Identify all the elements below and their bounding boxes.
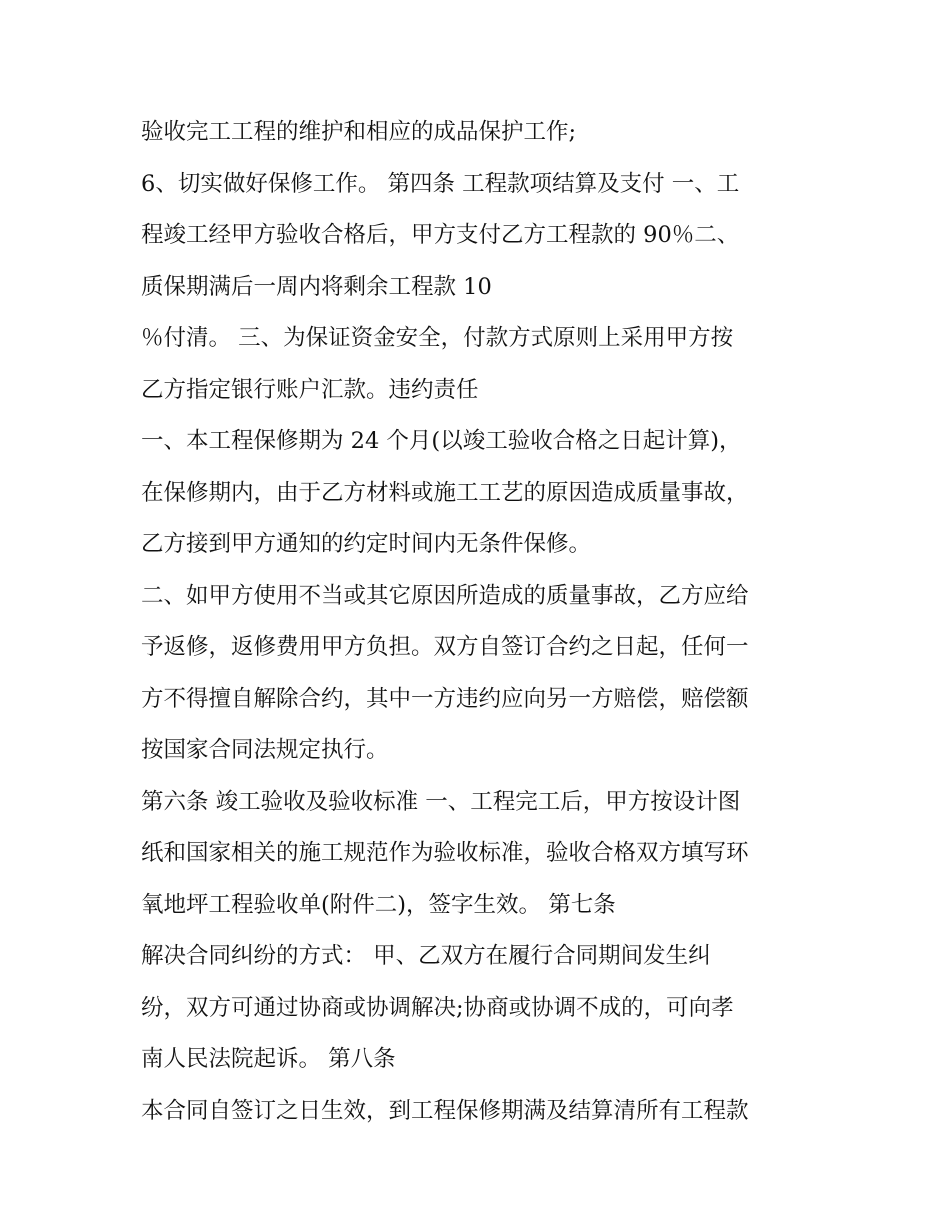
text-line: ％付清。 三、为保证资金安全，付款方式原则上采用甲方按 <box>141 325 734 351</box>
contract-text <box>141 107 831 1137</box>
text-line: 乙方指定银行账户汇款。违约责任 <box>141 376 479 403</box>
text-line: 解决合同纠纷的方式： 甲、乙双方在履行合同期间发生纠 <box>141 943 711 969</box>
text-line: 在保修期内，由于乙方材料或施工工艺的原因造成质量事故， <box>141 479 749 506</box>
text-line: 一、本工程保修期为 24 个月(以竣工验收合格之日起计算)， <box>141 428 742 454</box>
text-line: 予返修，返修费用甲方负担。双方自签订合约之日起，任何一 <box>141 634 749 660</box>
text-line: 纸和国家相关的施工规范作为验收标准，验收合格双方填写环 <box>141 840 749 866</box>
text-line: 按国家合同法规定执行。 <box>141 737 389 763</box>
text-line: 6、切实做好保修工作。 第四条 工程款项结算及支付 一、工 <box>141 170 740 197</box>
text-line: 氧地坪工程验收单(附件二)，签字生效。 第七条 <box>141 891 616 918</box>
text-line: 乙方接到甲方通知的约定时间内无条件保修。 <box>141 531 592 557</box>
text-line: 质保期满后一周内将剩余工程款 10 <box>141 273 492 300</box>
text-line: 程竣工经甲方验收合格后，甲方支付乙方工程款的 90％二、 <box>141 222 740 248</box>
text-line: 南人民法院起诉。 第八条 <box>141 1046 396 1072</box>
text-line: 二、如甲方使用不当或其它原因所造成的质量事故，乙方应给 <box>141 582 749 609</box>
text-line: 验收完工工程的维护和相应的成品保护工作; <box>141 119 577 145</box>
text-line: 本合同自签订之日生效，到工程保修期满及结算清所有工程款 <box>141 1097 749 1124</box>
text-line: 第六条 竣工验收及验收标准 一、工程完工后，甲方按设计图 <box>141 788 741 815</box>
text-line: 纷，双方可通过协商或协调解决;协商或协调不成的，可向孝 <box>141 994 734 1021</box>
text-line: 方不得擅自解除合约，其中一方违约应向另一方赔偿，赔偿额 <box>141 685 749 712</box>
